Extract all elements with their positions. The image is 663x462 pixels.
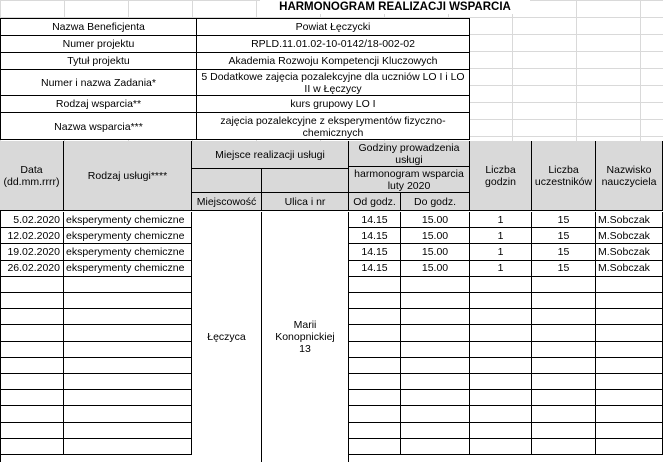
empty-cell xyxy=(532,309,596,325)
empty-cell xyxy=(0,358,64,374)
page-title: HARMONOGRAM REALIZACJI WSPARCIA xyxy=(260,0,530,14)
info-label: Rodzaj wsparcia** xyxy=(1,96,197,113)
empty-cell xyxy=(596,277,663,293)
table-cell-participants: 15 xyxy=(532,228,596,244)
empty-cell xyxy=(64,277,192,293)
info-label: Nazwa Beneficjenta xyxy=(1,19,197,36)
empty-cell xyxy=(0,406,64,422)
header-street: Ulica i nr xyxy=(262,193,349,211)
empty-cell xyxy=(64,390,192,406)
empty-cell xyxy=(0,277,64,293)
location-city: Łęczyca xyxy=(192,212,262,462)
header-hours-count: Liczba godzin xyxy=(470,141,532,211)
empty-cell xyxy=(532,374,596,390)
empty-cell xyxy=(64,358,192,374)
info-value: Powiat Łęczycki xyxy=(197,19,469,36)
empty-cell xyxy=(470,439,532,455)
empty-cell xyxy=(0,325,64,341)
table-cell-date: 5.02.2020 xyxy=(0,212,64,228)
empty-cell xyxy=(349,277,401,293)
empty-cell xyxy=(64,374,192,390)
empty-cell xyxy=(470,342,532,358)
empty-cell xyxy=(401,390,470,406)
table-cell-hours: 1 xyxy=(470,244,532,260)
empty-cell xyxy=(532,439,596,455)
empty-cell xyxy=(349,423,401,439)
empty-cell xyxy=(470,406,532,422)
empty-cell xyxy=(349,358,401,374)
empty-cell xyxy=(470,293,532,309)
empty-cell xyxy=(532,293,596,309)
info-value: 5 Dodatkowe zajęcia pozalekcyjne dla uczniów LO I i LO II w Łęczycy xyxy=(197,70,469,96)
empty-cell xyxy=(0,309,64,325)
empty-cell xyxy=(349,325,401,341)
table-cell-service: eksperymenty chemiczne xyxy=(64,244,192,260)
empty-cell xyxy=(64,423,192,439)
location-street: Marii Konopnickiej 13 xyxy=(262,212,349,462)
info-label: Numer projektu xyxy=(1,36,197,53)
empty-cell xyxy=(596,406,663,422)
empty-cell xyxy=(596,293,663,309)
table-cell-date: 12.02.2020 xyxy=(0,228,64,244)
empty-cell xyxy=(0,439,64,455)
empty-cell xyxy=(0,374,64,390)
table-cell-to: 15.00 xyxy=(401,244,470,260)
empty-cell xyxy=(470,423,532,439)
empty-cell xyxy=(470,325,532,341)
empty-cell xyxy=(401,439,470,455)
empty-cell xyxy=(64,342,192,358)
empty-cell xyxy=(596,390,663,406)
empty-cell xyxy=(532,277,596,293)
header-city: Miejscowość xyxy=(192,193,262,211)
empty-cell xyxy=(64,309,192,325)
empty-cell xyxy=(0,293,64,309)
empty-cell xyxy=(596,439,663,455)
empty-cell xyxy=(401,423,470,439)
empty-cell xyxy=(0,342,64,358)
empty-cell xyxy=(64,293,192,309)
table-cell-hours: 1 xyxy=(470,212,532,228)
empty-cell xyxy=(401,406,470,422)
empty-cell xyxy=(64,406,192,422)
empty-cell xyxy=(596,423,663,439)
header-date: Data (dd.mm.rrrr) xyxy=(0,141,64,211)
empty-cell xyxy=(401,309,470,325)
empty-cell xyxy=(532,358,596,374)
header-participants: Liczba uczestników xyxy=(532,141,596,211)
empty-cell xyxy=(349,342,401,358)
header-from: Od godz. xyxy=(349,193,401,211)
header-to: Do godz. xyxy=(401,193,470,211)
empty-cell xyxy=(532,342,596,358)
empty-cell xyxy=(401,293,470,309)
empty-cell xyxy=(532,423,596,439)
header-place-spacer xyxy=(192,169,262,193)
table-cell-teacher: M.Sobczak xyxy=(596,212,663,228)
empty-cell xyxy=(401,374,470,390)
empty-cell xyxy=(532,390,596,406)
table-cell-to: 15.00 xyxy=(401,212,470,228)
empty-cell xyxy=(64,325,192,341)
info-label: Nazwa wsparcia*** xyxy=(1,113,197,140)
empty-cell xyxy=(596,325,663,341)
table-cell-from: 14.15 xyxy=(349,261,401,277)
empty-cell xyxy=(401,277,470,293)
empty-cell xyxy=(470,358,532,374)
empty-cell xyxy=(470,390,532,406)
empty-cell xyxy=(64,439,192,455)
info-value: kurs grupowy LO I xyxy=(197,96,469,113)
empty-cell xyxy=(470,374,532,390)
info-value: RPLD.11.01.02-10-0142/18-002-02 xyxy=(197,36,469,53)
empty-cell xyxy=(532,325,596,341)
table-cell-service: eksperymenty chemiczne xyxy=(64,212,192,228)
empty-cell xyxy=(470,309,532,325)
schedule-table xyxy=(0,141,663,462)
table-cell-from: 14.15 xyxy=(349,212,401,228)
empty-cell xyxy=(349,374,401,390)
empty-cell xyxy=(596,358,663,374)
empty-cell xyxy=(401,342,470,358)
empty-cell xyxy=(596,374,663,390)
empty-cell xyxy=(0,423,64,439)
header-schedule: harmonogram wsparcia luty 2020 xyxy=(349,167,470,193)
table-cell-hours: 1 xyxy=(470,261,532,277)
table-cell-teacher: M.Sobczak xyxy=(596,244,663,260)
header-place-spacer-2 xyxy=(262,169,349,193)
header-hours: Godziny prowadzenia usługi xyxy=(349,141,470,167)
empty-cell xyxy=(401,358,470,374)
table-cell-service: eksperymenty chemiczne xyxy=(64,228,192,244)
header-service: Rodzaj usługi**** xyxy=(64,141,192,211)
empty-cell xyxy=(401,325,470,341)
table-cell-service: eksperymenty chemiczne xyxy=(64,261,192,277)
info-table xyxy=(0,18,470,140)
table-cell-teacher: M.Sobczak xyxy=(596,228,663,244)
empty-cell xyxy=(349,390,401,406)
table-cell-teacher: M.Sobczak xyxy=(596,261,663,277)
table-cell-participants: 15 xyxy=(532,261,596,277)
table-cell-date: 19.02.2020 xyxy=(0,244,64,260)
empty-cell xyxy=(596,342,663,358)
empty-cell xyxy=(349,293,401,309)
table-cell-from: 14.15 xyxy=(349,244,401,260)
table-cell-participants: 15 xyxy=(532,244,596,260)
empty-cell xyxy=(349,439,401,455)
table-cell-to: 15.00 xyxy=(401,261,470,277)
table-cell-participants: 15 xyxy=(532,212,596,228)
empty-cell xyxy=(349,309,401,325)
info-label: Tytuł projektu xyxy=(1,53,197,70)
table-cell-hours: 1 xyxy=(470,228,532,244)
header-place: Miejsce realizacji usługi xyxy=(192,141,349,169)
empty-cell xyxy=(0,390,64,406)
info-label: Numer i nazwa Zadania* xyxy=(1,70,197,96)
empty-cell xyxy=(349,406,401,422)
empty-cell xyxy=(596,309,663,325)
header-teacher: Nazwisko nauczyciela xyxy=(596,141,663,211)
empty-cell xyxy=(470,277,532,293)
info-value: Akademia Rozwoju Kompetencji Kluczowych xyxy=(197,53,469,70)
empty-cell xyxy=(532,406,596,422)
info-value: zajęcia pozalekcyjne z eksperymentów fizyczno-chemicznych xyxy=(220,114,446,139)
table-cell-to: 15.00 xyxy=(401,228,470,244)
table-cell-from: 14.15 xyxy=(349,228,401,244)
table-cell-date: 26.02.2020 xyxy=(0,261,64,277)
